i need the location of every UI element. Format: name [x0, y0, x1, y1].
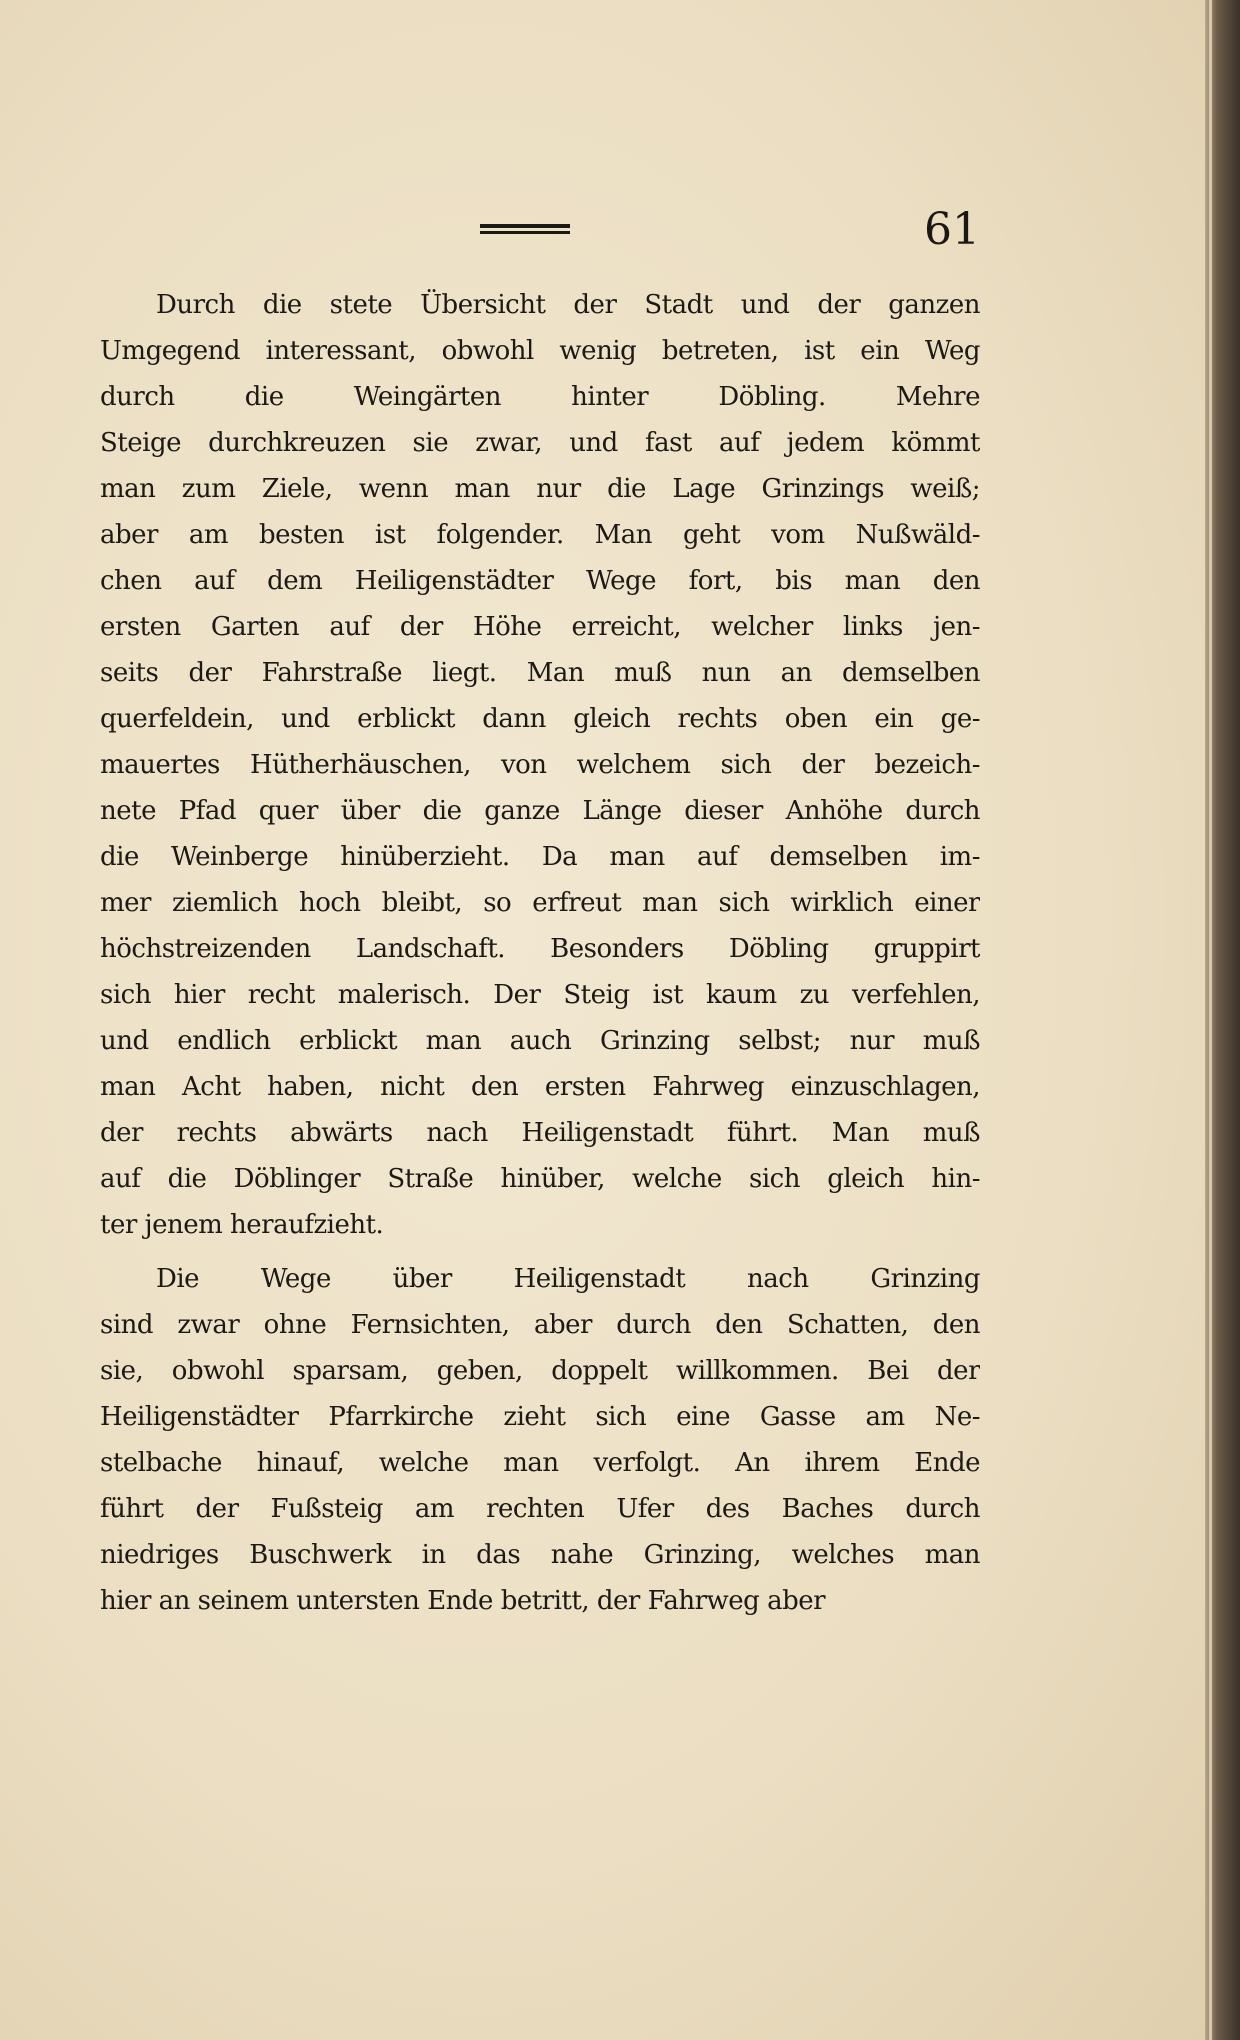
text-line: ter jenem heraufzieht.: [100, 1210, 384, 1240]
text-line: Steige durchkreuzen sie zwar, und fast auf jedem kömmt: [100, 428, 980, 458]
paragraph: [100, 282, 980, 1248]
text-line: durch die Weingärten hinter Döbling. Mehre: [100, 382, 980, 412]
text-line: Die Wege über Heiligenstadt nach Grinzing: [156, 1264, 980, 1294]
body-text: [100, 282, 980, 1632]
text-line: Durch die stete Übersicht der Stadt und der ganzen: [156, 290, 980, 320]
text-line: auf die Döblinger Straße hinüber, welche sich gleich hin-: [100, 1164, 980, 1194]
paragraph: [100, 1256, 980, 1624]
text-line: Heiligenstädter Pfarrkirche zieht sich eine Gasse am Ne-: [100, 1402, 980, 1432]
text-line: ersten Garten auf der Höhe erreicht, welcher links jen-: [100, 612, 980, 642]
page-edge: [1209, 0, 1212, 2040]
text-line: hier an seinem untersten Ende betritt, der Fahrweg aber: [100, 1586, 826, 1616]
header-rule-line: [480, 231, 570, 234]
text-line: querfeldein, und erblickt dann gleich rechts oben ein ge-: [100, 704, 980, 734]
header-rule: [480, 224, 570, 236]
text-line: sind zwar ohne Fernsichten, aber durch den Schatten, den: [100, 1310, 980, 1340]
text-line: führt der Fußsteig am rechten Ufer des Baches durch: [100, 1494, 980, 1524]
book-spine: [1205, 0, 1240, 2040]
text-line: höchstreizenden Landschaft. Besonders Döbling gruppirt: [100, 934, 980, 964]
text-line: man zum Ziele, wenn man nur die Lage Grinzings weiß;: [100, 474, 980, 504]
text-line: Umgegend interessant, obwohl wenig betreten, ist ein Weg: [100, 336, 980, 366]
text-line: nete Pfad quer über die ganze Länge dieser Anhöhe durch: [100, 796, 980, 826]
text-line: niedriges Buschwerk in das nahe Grinzing, welches man: [100, 1540, 980, 1570]
text-line: mauertes Hütherhäuschen, von welchem sich der bezeich-: [100, 750, 980, 780]
header-rule-line: [480, 224, 570, 228]
text-line: stelbache hinauf, welche man verfolgt. An ihrem Ende: [100, 1448, 980, 1478]
text-line: und endlich erblickt man auch Grinzing selbst; nur muß: [100, 1026, 980, 1056]
text-line: man Acht haben, nicht den ersten Fahrweg einzuschlagen,: [100, 1072, 980, 1102]
text-line: die Weinberge hinüberzieht. Da man auf demselben im-: [100, 842, 980, 872]
page-number: 61: [924, 204, 980, 255]
page-header: [100, 200, 980, 260]
text-line: aber am besten ist folgender. Man geht vom Nußwäld-: [100, 520, 980, 550]
text-line: sie, obwohl sparsam, geben, doppelt willkommen. Bei der: [100, 1356, 980, 1386]
text-line: sich hier recht malerisch. Der Steig ist kaum zu verfehlen,: [100, 980, 980, 1010]
text-line: der rechts abwärts nach Heiligenstadt führt. Man muß: [100, 1118, 980, 1148]
text-line: mer ziemlich hoch bleibt, so erfreut man sich wirklich einer: [100, 888, 980, 918]
text-line: seits der Fahrstraße liegt. Man muß nun an demselben: [100, 658, 980, 688]
text-line: chen auf dem Heiligenstädter Wege fort, bis man den: [100, 566, 980, 596]
